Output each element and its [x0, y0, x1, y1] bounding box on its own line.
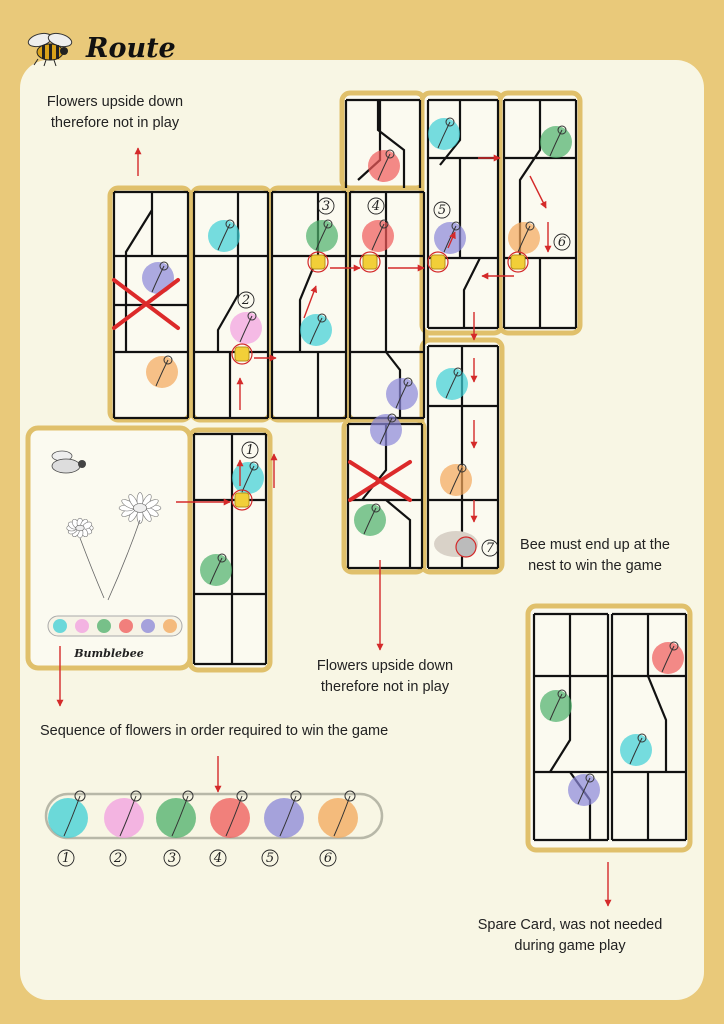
honey-marker — [232, 490, 252, 510]
sequence-step-label — [164, 850, 180, 866]
flower-icon — [146, 356, 178, 388]
start-card-label: Bumblebee — [74, 647, 144, 660]
note-spare-card: Spare Card, was not needed during game play — [477, 917, 663, 954]
flower-icon — [386, 378, 418, 410]
sequence-step-label — [210, 850, 226, 866]
flower-icon — [142, 262, 174, 294]
svg-text:4: 4 — [371, 199, 381, 214]
svg-text:5: 5 — [265, 851, 275, 866]
svg-text:1: 1 — [245, 443, 255, 458]
note-upside-down-top: Flowers upside down therefore not in play — [46, 94, 184, 131]
svg-text:7: 7 — [485, 541, 495, 556]
honey-marker — [428, 252, 448, 272]
svg-text:1: 1 — [61, 851, 71, 866]
svg-text:4: 4 — [213, 851, 223, 866]
sequence-step-label — [262, 850, 278, 866]
flower-icon — [354, 504, 386, 536]
note-nest: Bee must end up at the nest to win the game — [520, 537, 670, 574]
honey-marker — [508, 252, 528, 272]
flower-icon — [434, 222, 466, 254]
flower-icon — [306, 220, 338, 252]
flower-icon — [652, 642, 684, 674]
honey-marker — [360, 252, 380, 272]
flower-icon — [200, 554, 232, 586]
page-title: Route — [86, 32, 176, 64]
nest-icon — [434, 531, 478, 557]
flower-icon — [540, 126, 572, 158]
note-upside-down-bottom: Flowers upside down therefore not in play — [316, 658, 454, 695]
svg-text:2: 2 — [241, 293, 251, 308]
flower-icon — [208, 220, 240, 252]
flower-icon — [368, 150, 400, 182]
svg-text:5: 5 — [437, 203, 447, 218]
svg-text:3: 3 — [167, 851, 177, 866]
svg-text:2: 2 — [113, 851, 123, 866]
sequence-step-label — [110, 850, 126, 866]
flower-sequence-strip — [46, 791, 382, 838]
mini-sequence-strip — [48, 616, 182, 636]
flower-icon — [370, 414, 402, 446]
flower-icon — [436, 368, 468, 400]
flower-icon — [362, 220, 394, 252]
sequence-step-label — [58, 850, 74, 866]
note-sequence: Sequence of flowers in order required to win the game — [40, 723, 389, 739]
svg-text:3: 3 — [321, 199, 331, 214]
flower-icon — [300, 314, 332, 346]
flower-icon — [620, 734, 652, 766]
svg-text:6: 6 — [557, 235, 567, 250]
svg-text:6: 6 — [323, 851, 333, 866]
honey-marker — [232, 344, 252, 364]
flower-icon — [540, 690, 572, 722]
honey-marker — [308, 252, 328, 272]
flower-icon — [232, 462, 264, 494]
flower-icon — [508, 222, 540, 254]
sequence-step-label — [320, 850, 336, 866]
flower-icon — [230, 312, 262, 344]
flower-icon — [428, 118, 460, 150]
flower-icon — [568, 774, 600, 806]
flower-icon — [440, 464, 472, 496]
